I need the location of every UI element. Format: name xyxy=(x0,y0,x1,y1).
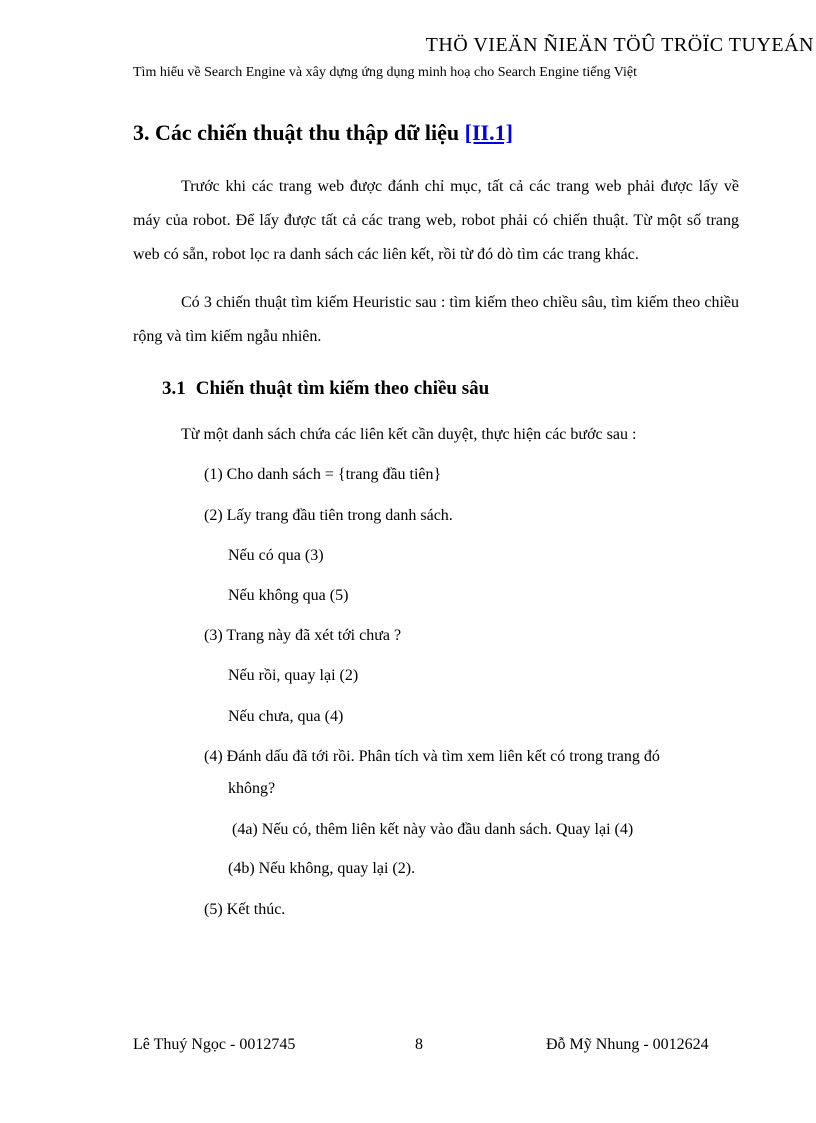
subsection-heading xyxy=(162,378,489,400)
paragraph-heuristics: Có 3 chiến thuật tìm kiếm Heuristic sau : tìm kiếm theo chiều sâu, tìm kiếm theo chiều rộng và tìm kiếm ngẫu nhiên. xyxy=(133,294,739,345)
steps-intro: Từ một danh sách chứa các liên kết cần duyệt, thực hiện các bước sau : xyxy=(181,426,637,443)
footer-author-right: Đỗ Mỹ Nhung - 0012624 xyxy=(546,1036,709,1053)
list-item-continuation: không? xyxy=(228,780,276,797)
list-item: Nếu rồi, quay lại (2) xyxy=(228,667,359,684)
section-heading xyxy=(133,120,513,146)
footer-author-left: Lê Thuý Ngọc - 0012745 xyxy=(133,1036,296,1053)
list-item: (5) Kết thúc. xyxy=(204,901,286,918)
section-heading-text: 3. Các chiến thuật thu thập dữ liệu xyxy=(133,120,460,145)
list-item: (4) Đánh dấu đã tới rồi. Phân tích và tìm xem liên kết có trong trang đó xyxy=(204,748,660,765)
paragraph-intro: Trước khi các trang web được đánh chỉ mục, tất cả các trang web phải được lấy về máy của robot. Để lấy được tất cả các trang web, robot phải có chiến thuật. Từ một số trang web có sẵn, robot lọc ra danh sách các liên kết, rồi từ đó dò tìm các trang khác. xyxy=(133,178,739,263)
subsection-number: 3.1 xyxy=(162,378,186,399)
list-item: (3) Trang này đã xét tới chưa ? xyxy=(204,627,402,644)
subsection-title: Chiến thuật tìm kiếm theo chiều sâu xyxy=(195,378,490,399)
list-item: Nếu chưa, qua (4) xyxy=(228,708,344,725)
list-item: (4a) Nếu có, thêm liên kết này vào đầu danh sách. Quay lại (4) xyxy=(232,821,634,838)
list-item: Nếu không qua (5) xyxy=(228,587,349,604)
list-item: (1) Cho danh sách = {trang đầu tiên} xyxy=(204,466,442,483)
library-watermark: THÖ VIEÄN ÑIEÄN TÖÛ TRÖÏC TUYEÁN xyxy=(425,34,814,56)
running-header: Tìm hiểu về Search Engine và xây dựng ứng dụng minh hoạ cho Search Engine tiếng Việt xyxy=(133,65,637,80)
reference-link[interactable]: [II.1] xyxy=(464,120,513,145)
page-number: 8 xyxy=(415,1036,423,1053)
list-item: Nếu có qua (3) xyxy=(228,547,324,564)
list-item: (4b) Nếu không, quay lại (2). xyxy=(228,860,416,877)
list-item: (2) Lấy trang đầu tiên trong danh sách. xyxy=(204,507,453,524)
